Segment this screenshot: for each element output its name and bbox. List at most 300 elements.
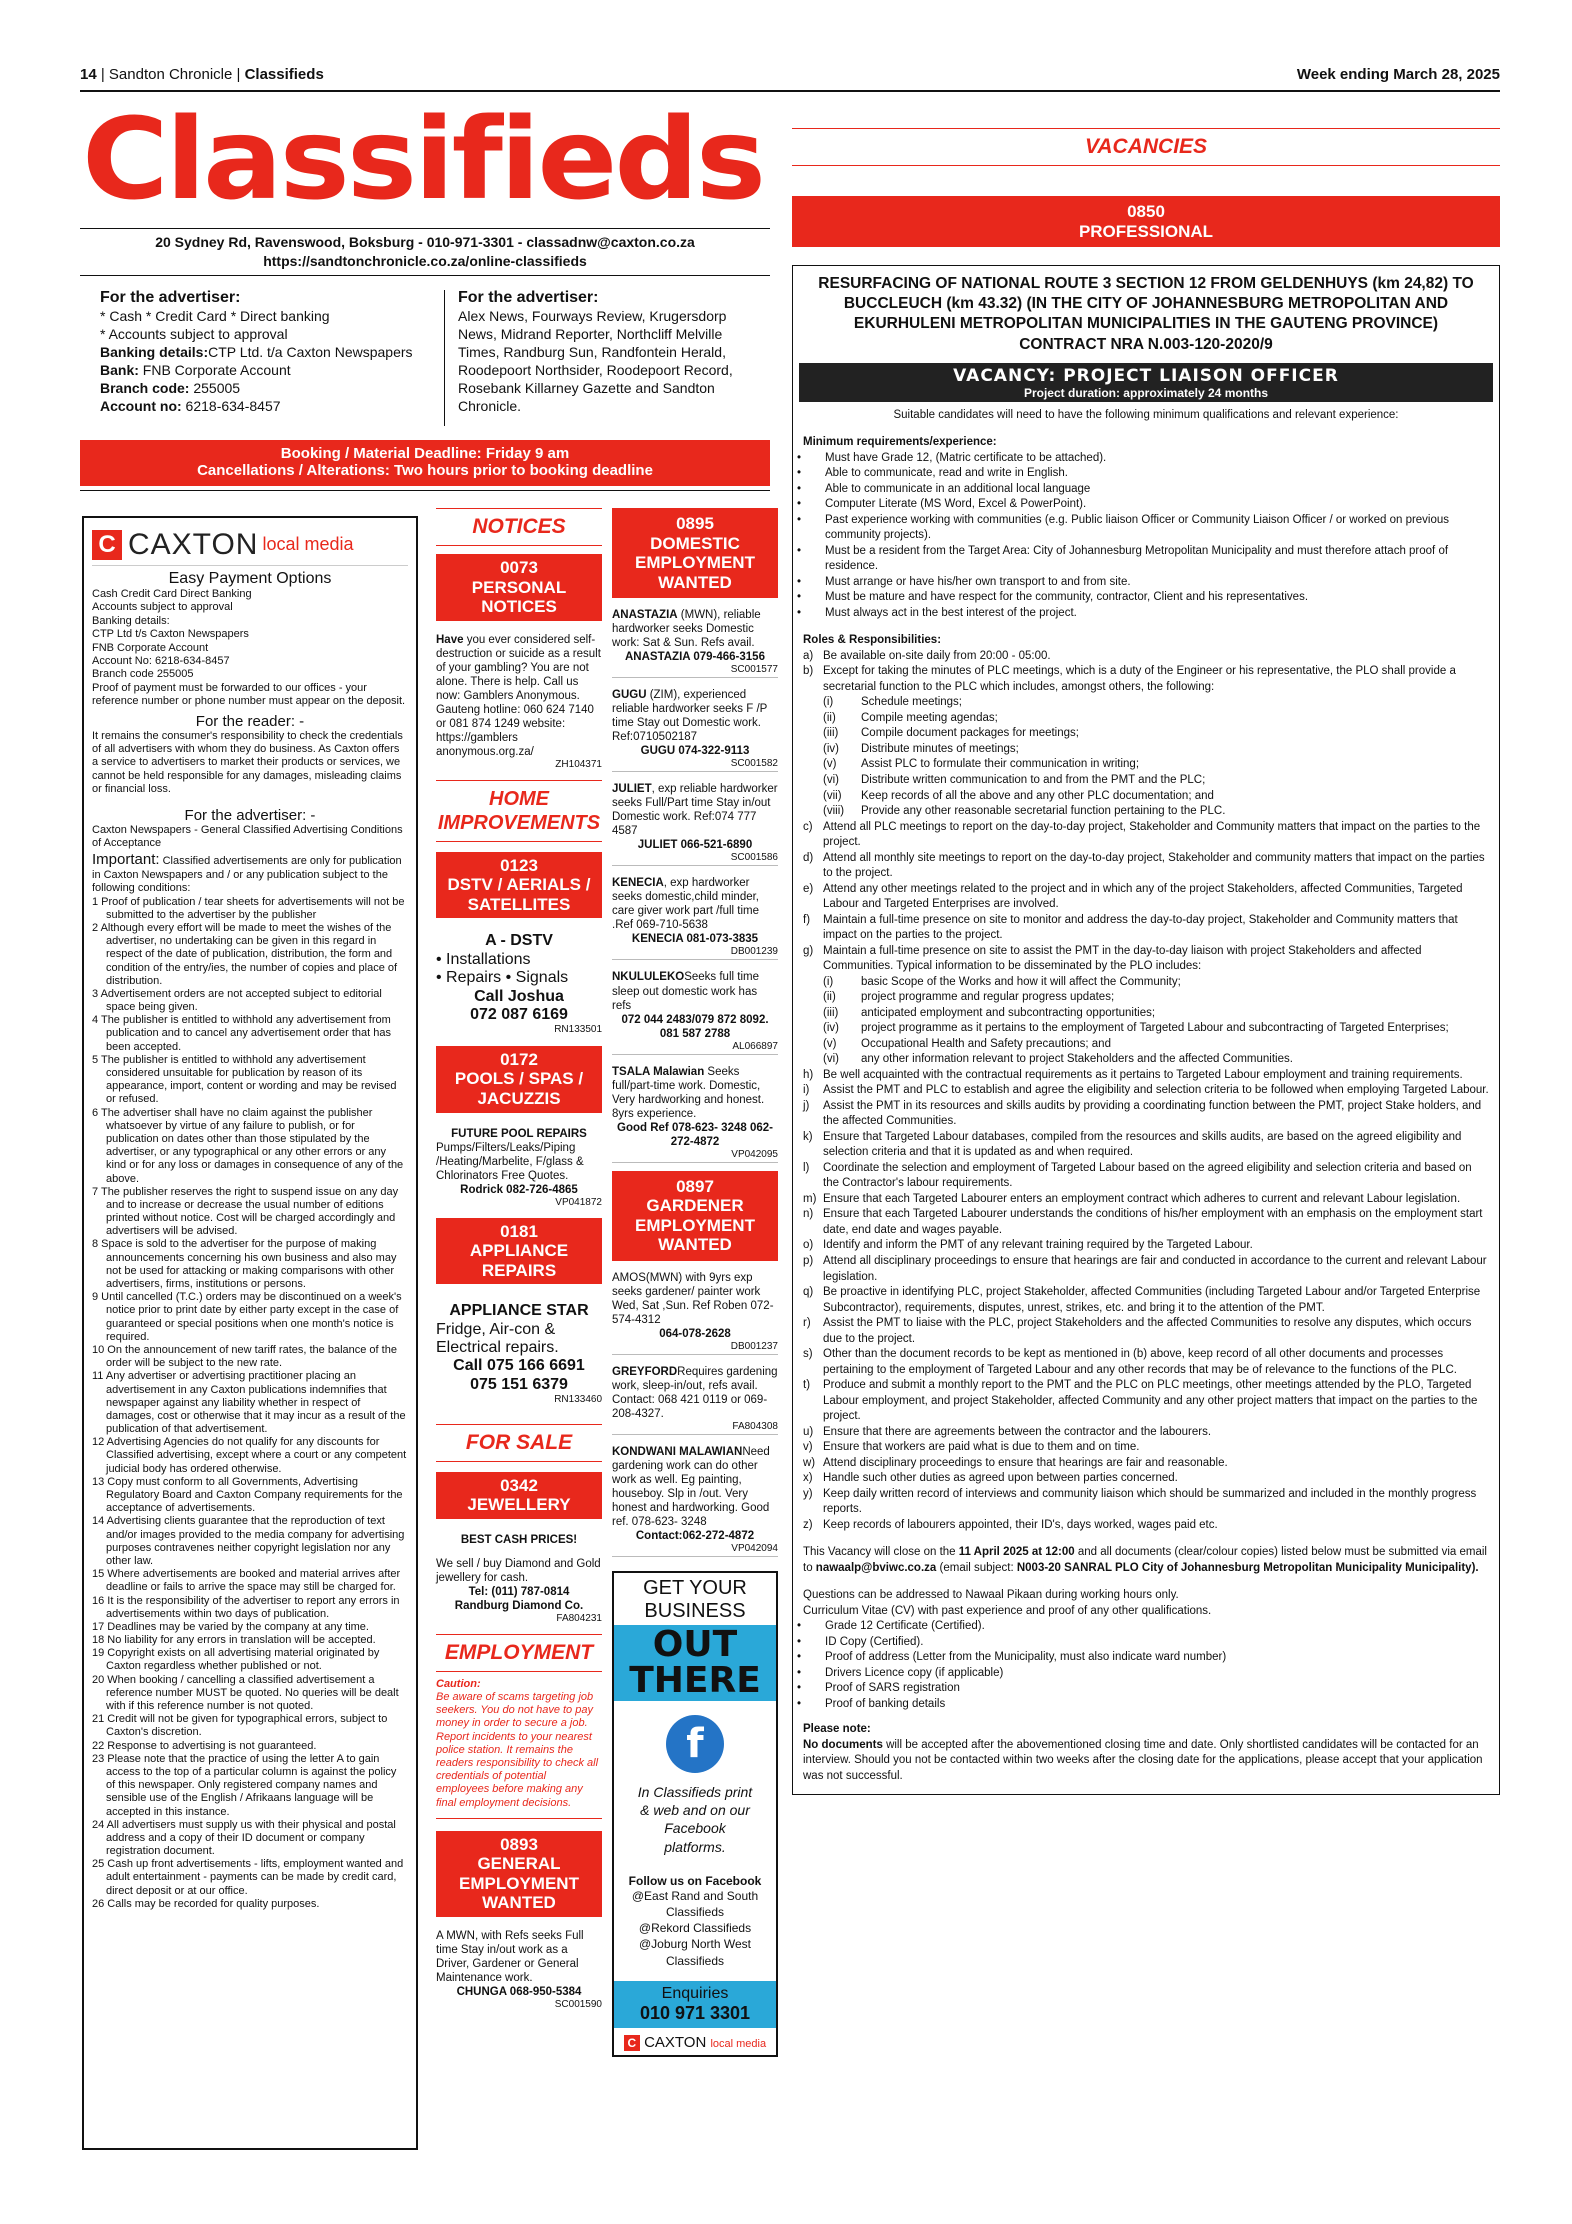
category-label: PERSONAL NOTICES [471,577,567,617]
ad-divider [612,1162,778,1163]
role-subkey: (i) [823,696,834,709]
role-item [803,1192,1489,1208]
role-item [803,1440,1489,1456]
ad-text: , exp reliable hardworker seeks Full/Part time Stay in/out Domestic work. Ref:074 777 4587 [612,783,778,838]
caxton-wordmark: CAXTON [128,527,259,561]
vacancy-project-title: RESURFACING OF NATIONAL ROUTE 3 SECTION 12 FROM GELDENHUYS (km 24,82) TO BUCCLEUCH (km 43.32) (IN THE CITY OF JOHANNESBURG METROPOLITAN AND EKURHULENI METROPOLITAN MUNICIPALITIES IN THE GAUTENG PROVINCE) CONTRACT NRA N.003-120-2020/9 [818,275,1474,353]
category-label: POOLS / SPAS / JACUZZIS [454,1069,584,1108]
ad-chunga [436,1929,602,2010]
vacancy-intro: Suitable candidates will need to have the following minimum qualifications and relevant experience: [893,408,1399,421]
condition-item: 12 Advertising Agencies do not qualify for any discounts for Classified advertising, except where a court or any competent judicial body has ordered otherwise. [92,1436,407,1475]
advertiser-title: For the advertiser: [458,289,599,306]
ad-body [612,608,778,650]
role-subitem [803,975,1489,991]
role-key: p) [803,1254,814,1267]
role-subtext: project programme and regular progress updates; [861,991,1115,1004]
caution-label: Caution: [436,1677,481,1690]
role-subkey: (ii) [823,991,836,1004]
ad-ref: SC001582 [730,758,778,770]
promo-banner [614,1625,776,1701]
category-domestic [612,508,778,598]
ad-text: (MWN), reliable hardworker seeks Domestic work: Sat & Sun. Refs avail. [612,609,761,650]
vacancy-ad [792,265,1500,1795]
category-label: PROFESSIONAL [1078,221,1214,241]
role-item [803,1083,1489,1099]
condition-item: 19 Copyright exists on all advertising material originated by Caxton regardless whether published or not. [92,1647,380,1673]
bank-value: FNB Corporate Account [138,362,291,379]
role-subitem [803,757,1489,773]
bullet-icon: • [797,1620,802,1633]
requirement-text: Must be a resident from the Target Area: City of Johannesburg Metropolitan Municipality and must therefore attach proof of residence. [825,544,1449,573]
closing-text: (email subject: [936,1561,1017,1574]
condition-item: 3 Advertisement orders are not accepted subject to editorial space being given. [92,987,382,1014]
banking-label: Banking details: [100,344,209,361]
bullet-icon: • [797,606,802,619]
classified-ad [612,782,778,866]
ad-ref: FA804231 [556,1612,602,1624]
role-subitem [803,1037,1489,1053]
role-key: c) [803,820,813,833]
ad-phone: 072 087 6169 [470,1005,568,1023]
vacancy-duration: Project duration: approximately 24 months [1023,385,1269,400]
category-dstv [436,852,602,919]
category-label: JEWELLERY [467,1495,571,1515]
bullet-icon: • [797,544,802,557]
document-item [797,1697,1489,1713]
condition-item: 20 When booking / cancelling a classified advertisement a reference number MUST be quoted. No queries will be dealt with if this reference number is not quoted. [92,1673,399,1713]
document-item [797,1681,1489,1697]
role-text: Be proactive in identifying PLC, project Stakeholder, affected Communities (including Targeted Labour and/or Targeted Enterprise Subcontractor), requirements, disputes, unrest, strikes, etc. and bring it to the attention of the PMT. [823,1286,1481,1314]
condition-item: 6 The advertiser shall have no claim against the publisher whatsoever by virtue of any failure to publish, or for publication on dates other than those stipulated by the advertiser, or any typographical or any other errors or any kind or for any loss or damages in consequence of any of the above. [92,1106,404,1185]
masthead-url[interactable]: https://sandtonchronicle.co.za/online-classifieds [263,253,587,269]
ad-phone: JULIET 066-521-6890 [637,839,753,852]
important-text: Classified advertisements are only for publication in Caxton Newspapers and / or any publication subject to the following conditions: [92,854,402,895]
role-item [803,1285,1489,1316]
role-item [803,1068,1489,1084]
role-item [803,913,1489,944]
role-subitem [803,804,1489,820]
ad-phone: Good Ref 078-623- 3248 062-272-4872 [617,1121,773,1148]
role-text: Assist the PMT to liaise with the PLC, project Stakeholders and the affected Communities to resolve any disputes, which occurs due to the project. [823,1317,1472,1345]
role-item [803,1099,1489,1130]
role-text: Ensure that there are agreements between the contractor and the labourers. [823,1425,1212,1438]
role-item [803,664,1489,695]
category-code: 0893 [500,1834,538,1854]
classified-ad [612,688,778,772]
promo-box [612,1571,778,2057]
paper-name: Sandton Chronicle [108,66,233,83]
role-key: q) [803,1286,814,1299]
ad-lead: TSALA Malawian [612,1065,705,1078]
ad-ref: DB001239 [730,946,778,958]
role-subkey: (i) [823,975,834,988]
min-requirements-list [797,451,1489,622]
page-number: 14 [80,66,97,83]
note-text [803,1738,1489,1785]
condition-item: 2 Although every effort will be made to meet the wishes of the advertiser, no undertaking can be given in this regard in respect of the date of publication, distribution, the form and condition of the entry/ies, the number of copies and place of distribution. [92,921,398,987]
facebook-icon[interactable] [666,1715,724,1773]
ad-business: Randburg Diamond Co. [454,1599,584,1612]
requirement-item [797,544,1489,575]
vacancy-position: VACANCY: PROJECT LIAISON OFFICER [953,365,1339,386]
advertiser-papers-info [458,288,758,416]
requirement-text: Must always act in the best interest of the project. [825,606,1077,619]
document-text: Grade 12 Certificate (Certified). [825,1620,985,1633]
ad-ref: RN133460 [554,1394,602,1406]
role-subtext: Distribute minutes of meetings; [861,742,1019,755]
role-key: y) [803,1487,813,1500]
bullet-icon: • [797,1635,802,1648]
role-subtext: Schedule meetings; [861,696,963,709]
requirement-text: Must be mature and have respect for the community, contractor, Client and his representatives. [825,591,1309,604]
requirement-item [797,590,1489,606]
classified-ad [612,1065,778,1163]
document-text: ID Copy (Certified). [825,1635,924,1648]
advertiser-title: For the advertiser: [100,289,241,306]
note-bold: No documents [803,1738,883,1751]
enquiries-label: Enquiries [661,1984,729,2002]
role-key: s) [803,1348,813,1361]
ad-phone: Call 075 166 6691 [453,1357,585,1375]
promo-handle[interactable]: @East Rand and South Classifieds [631,1888,759,1920]
ad-ref: ZH104371 [555,758,602,770]
condition-item: 16 It is the responsibility of the advertiser to report any errors in advertisements within two days of publication. [92,1594,400,1620]
document-item [797,1619,1489,1635]
role-key: i) [803,1084,810,1097]
ad-text: you ever considered self-destruction or suicide as a result of your gambling? You are not alone. There is help. Call us now: Gamblers Anonymous. Gauteng hotline: 060 624 7140 or 081 874 1249 website: https://gamblers anonymous.org.za/ [436,633,601,758]
category-code: 0073 [500,558,538,577]
ad-text: Need gardening work can do other work as well. Eg painting, houseboy. Slp in /out. Very honest and hardworking. Good ref. 078-623- 3248 [612,1445,770,1529]
condition-item: 25 Cash up front advertisements - lifts, employment wanted and adult entertainment - payments can be made by credit card, direct deposit or at our office. [92,1858,404,1897]
requirement-text: Able to communicate in an additional local language [825,482,1091,495]
role-text: Be well acquainted with the contractual requirements as it pertains to Targeted Labour employment and training requirements. [823,1068,1463,1081]
document-text: Proof of banking details [825,1697,946,1710]
role-text: Identify and inform the PMT of any relevant training required by the Targeted Labour. [823,1239,1253,1252]
bullet-icon: • [797,591,802,604]
category-label: DOMESTIC EMPLOYMENT WANTED [635,533,755,592]
vacancies-heading: VACANCIES [792,128,1500,166]
ad-body [612,970,778,1012]
role-subitem [803,1052,1489,1068]
category-code: 0850 [1127,202,1165,221]
document-text: Proof of SARS registration [825,1682,960,1695]
caxton-conditions-box [82,516,418,2150]
role-subtext: Assist PLC to formulate their communication in writing; [861,758,1140,771]
caxton-c-icon: C [624,2035,640,2051]
document-item [797,1650,1489,1666]
ad-line: • Installations [436,950,531,968]
category-personal-notices [436,554,602,621]
promo-follow: Follow us on Facebook [628,1873,762,1888]
caxton-sub: local media [710,2037,767,2050]
role-subitem [803,742,1489,758]
ad-text: (ZIM), experienced reliable hardworker seeks F /P time Stay out Domestic work. Ref:0710502187 [612,689,768,744]
closing-text: and all documents (clear/colour copies) listed below must be submitted via email to [803,1546,1487,1574]
role-text: Ensure that each Targeted Labourer enters an employment contract which adheres to current and relevant Labour legislation. [823,1192,1461,1205]
ad-body [612,1065,778,1121]
category-label: DSTV / AERIALS / SATELLITES [447,875,591,914]
role-subitem [803,711,1489,727]
role-subkey: (iv) [823,742,839,755]
role-text: Attend any other meetings related to the project and in which any of the project Stakeholders, affected Communities, Targeted Labour and Targeted Enterprises are involved. [823,882,1463,911]
caution-notice [436,1678,602,1810]
ad-ref: AL066897 [732,1040,778,1052]
requirement-text: Must arrange or have his/her own transport to and from site. [825,575,1131,588]
ad-lead: KONDWANI MALAWIAN [612,1445,743,1458]
ad-title: FUTURE POOL REPAIRS [451,1127,587,1140]
role-item [803,1456,1489,1472]
account-label: Account no: [100,398,182,414]
ad-lead: NKULULEKO [612,971,685,984]
ad-text: We sell / buy Diamond and Gold jewellery for cash. [436,1557,601,1584]
deadline-cancellation: Cancellations / Alterations: Two hours prior to booking deadline [197,462,653,480]
bullet-icon: • [797,498,802,511]
bullet-icon: • [797,451,802,464]
ad-divider [612,771,778,772]
bullet-icon: • [797,1697,802,1710]
role-item [803,1425,1489,1441]
vacancy-banner [799,363,1493,402]
important-label: Important: [92,850,160,868]
ad-divider [612,865,778,866]
promo-handle[interactable]: @Joburg North West Classifieds [638,1937,751,1968]
caution-text: Be aware of scams targeting job seekers. You do not have to pay money in order to secure a job. Report incidents to your nearest police station. It remains the readers responsibility to check all credentials of potential employees before making any final employment decisions. [436,1691,599,1809]
role-text: Keep records of labourers appointed, their ID's, days worked, wages paid etc. [823,1518,1218,1531]
role-text: Attend all monthly site meetings to report on the day-to-day project, Stakeholder and community matters that impact on the parties to the project. [823,851,1485,880]
requirement-item [797,513,1489,544]
ad-title: A - DSTV [485,932,553,950]
promo-out: OUT [652,1624,738,1666]
role-text: Assist the PMT in its resources and skills audits by providing a coordinating function between the PMT, project Stake holders, and the affected Communities. [823,1099,1482,1128]
ad-ref: SC001577 [730,664,778,676]
condition-item: 10 On the announcement of new tariff rates, the balance of the order will be subject to the new rate. [92,1343,397,1370]
ad-lead: GUGU [612,689,647,702]
conditions-subtitle: Caxton Newspapers - General Classified Advertising Conditions of Acceptance [92,823,403,850]
ad-ref: RN133501 [554,1024,602,1036]
role-text: Maintain a full-time presence on site to assist the PMT in the day-to-day liaison with project Stakeholders and affected Communities. Typical information to be disseminated by the PLO includes: [823,944,1422,973]
ad-text: A MWN, with Refs seeks Full time Stay in/out work as a Driver, Gardener or General Maintenance work. [436,1929,584,1984]
ad-divider [612,677,778,678]
role-key: a) [803,649,814,662]
condition-item: 26 Calls may be recorded for quality purposes. [92,1897,320,1910]
condition-item: 1 Proof of publication / tear sheets for advertisements will not be submitted to the advertiser by the publisher [92,895,405,921]
domestic-ads [612,608,778,1162]
banking-value: CTP Ltd. t/a Caxton Newspapers [208,344,413,361]
gardener-ads [612,1271,778,1557]
condition-item: 4 The publisher is entitled to withhold any advertisement from publication and to cancel any advertisement order that has been accepted. [92,1014,391,1053]
condition-item: 14 Advertising clients guarantee that the reproduction of text and/or images provided to the media company for advertising purposes contravenes neither copyright legislation nor any other law. [92,1515,405,1567]
account-value: 6218-634-8457 [181,398,281,414]
category-pools [436,1046,602,1113]
role-key: k) [803,1130,813,1143]
role-text: Ensure that each Targeted Labourer understands the conditions of his/her employment with an emphasis on the employment start date, end date and wages payable. [823,1208,1483,1236]
ad-line: Call Joshua [474,987,564,1005]
ad-lead: Have [436,633,464,646]
category-gardener [612,1171,778,1261]
ad-phone: 064-078-2628 [659,1327,731,1340]
document-item [797,1635,1489,1651]
role-key: g) [803,944,814,957]
ad-gamblers [436,633,602,770]
facebook-letter: f [686,1721,704,1768]
requirement-item [797,482,1489,498]
role-key: n) [803,1208,814,1221]
role-item [803,851,1489,882]
promo-handle[interactable]: @Rekord Classifieds [638,1921,752,1936]
role-text: Maintain a full-time presence on site to monitor and address the day-to-day project, Stakeholder and Community matters that impact on the parties to the project. [823,913,1458,942]
section-name: Classifieds [244,66,324,83]
role-key: h) [803,1068,814,1081]
ad-phone: 075 151 6379 [470,1375,568,1393]
requirement-text: Able to communicate, read and write in English. [825,467,1068,480]
role-item [803,1238,1489,1254]
column-notices [436,508,602,2010]
requirement-item [797,575,1489,591]
requirement-item [797,451,1489,467]
ad-ref: VP041872 [555,1196,602,1208]
promo-enquiries [614,1981,776,2028]
ad-lead: KENECIA [612,877,664,890]
role-key: l) [803,1161,810,1174]
payment-line: * Cash * Credit Card * Direct banking [100,308,330,325]
role-item [803,1378,1489,1425]
caxton-logo [92,524,408,566]
ad-divider [612,1556,778,1557]
ad-ref: VP042094 [731,1543,778,1555]
bullet-icon: • [797,513,802,526]
ad-divider [612,1354,778,1355]
role-key: m) [803,1192,817,1205]
ad-ref: SC001590 [554,1999,602,2010]
ad-randburg-diamond [436,1533,602,1624]
deadline-booking: Booking / Material Deadline: Friday 9 am [280,445,570,462]
role-subkey: (ii) [823,711,836,724]
ad-future-pool [436,1127,602,1208]
ad-body [612,688,778,744]
condition-item: 23 Please note that the practice of using the letter A to gain access to the top of a particular column is against the policy of this newspaper. Only registered company names and sensible use of the English / Afrikaans language will be accepted in this instance. [92,1752,397,1818]
bullet-icon: • [797,467,802,480]
role-subitem [803,990,1489,1006]
role-item [803,1347,1489,1378]
requirement-item [797,606,1489,622]
ad-ref: FA804308 [732,1420,778,1432]
promo-line: GET YOUR [643,1577,747,1600]
condition-item: 9 Until cancelled (T.C.) orders may be discontinued on a week's notice prior to print date by either party except in the case of guaranteed or special positions when one month's notice is required. [92,1291,402,1343]
role-subtext: Compile document packages for meetings; [861,727,1079,740]
bullet-icon: • [797,1682,802,1695]
ad-phone: Rodrick 082-726-4865 [460,1183,578,1196]
condition-item: 7 The publisher reserves the right to suspend issue on any day and to increase or decrease the usual number of editions printed without notice. Cost will be charged accordingly and advertisers will be advised. [92,1185,399,1238]
role-subitem [803,773,1489,789]
ad-ref: SC001586 [730,852,778,864]
advertiser-payment-info [100,288,430,416]
payment-line: * Accounts subject to approval [100,326,288,343]
document-item [797,1666,1489,1682]
ad-text: Requires gardening work, sleep-in/out, refs avail. Contact: 068 421 0119 or 069-208-4327. [612,1365,778,1420]
role-subkey: (v) [823,1037,837,1050]
role-subtext: basic Scope of the Works and how it will affect the Community; [861,975,1181,988]
ad-a-dstv [436,932,602,1035]
role-text: Ensure that Targeted Labour databases, compiled from the resources and skills audits, are based on the agreed eligibility and selection criteria and that it is updated as and when required. [823,1130,1462,1159]
ad-body [612,782,778,838]
ad-phone: ANASTAZIA 079-466-3156 [625,651,765,664]
requirement-item [797,466,1489,482]
role-subitem [803,1021,1489,1037]
masthead-title: Classifieds [82,93,764,225]
category-code: 0123 [500,855,538,875]
closing-text: This Vacancy will close on the [803,1546,959,1559]
role-item [803,1471,1489,1487]
role-key: z) [803,1518,813,1531]
category-general-employment [436,1831,602,1917]
role-subitem [803,726,1489,742]
category-professional [792,196,1500,247]
role-subkey: (iii) [823,727,839,740]
category-label: GARDENER EMPLOYMENT WANTED [635,1196,755,1255]
category-label: GENERAL EMPLOYMENT WANTED [459,1854,579,1913]
role-item [803,1207,1489,1238]
ad-lead: ANASTAZIA [612,609,678,622]
classified-ad [612,876,778,960]
classified-ad [612,970,778,1054]
role-subkey: (iii) [823,1006,839,1019]
role-text: Except for taking the minutes of PLC meetings, which is a duty of the Engineer or his representative, the PLO shall provide a secretarial function to the PLC which includes, amongst others, the following: [823,665,1456,693]
promo-caxton-logo [614,2034,776,2051]
classified-ad [612,608,778,678]
category-label: APPLIANCE REPAIRS [469,1241,569,1280]
role-subtext: Keep records of all the above and any other PLC documentation; and [861,789,1214,802]
easy-payment-title: Easy Payment Options [168,570,332,587]
classified-ad [612,1271,778,1355]
ad-text: Fridge, Air-con & Electrical repairs. [436,1320,559,1357]
condition-item: 24 All advertisers must supply us with their physical and postal address and a copy of their ID document or company registration document. [92,1818,396,1858]
role-subtext: Distribute written communication to and from the PMT and the PLC; [861,774,1206,786]
questions-text: Questions can be addressed to Nawaal Pikaan during working hours only. [803,1589,1179,1602]
ad-line: • Repairs • Signals [436,969,569,987]
ad-ref: VP042095 [731,1148,778,1160]
application-email[interactable]: nawaalp@bviwc.co.za [815,1561,937,1574]
ad-divider [612,1434,778,1435]
min-requirements-title: Minimum requirements/experience: [803,436,997,449]
ad-title: APPLIANCE STAR [449,1302,589,1320]
condition-item: 17 Deadlines may be varied by the company at any time. [92,1620,369,1633]
documents-list [797,1619,1489,1712]
category-code: 0897 [676,1176,714,1196]
role-text: Handle such other duties as agreed upon between parties concerned. [823,1472,1178,1485]
role-subitem [803,1006,1489,1022]
branch-value: 255005 [189,380,241,397]
ad-text: Pumps/Filters/Leaks/Piping /Heating/Marbelite, F/glass & Chlorinators Free Quotes. [436,1141,584,1182]
ad-body [612,1365,778,1421]
role-subtext: Provide any other reasonable secretarial function pertaining to the PLC. [861,805,1226,818]
role-text: Attend disciplinary proceedings to ensure that hearings are fair and reasonable. [823,1456,1228,1469]
role-text: Produce and submit a monthly report to the PMT and the PLC on PLC meetings, other meetings attended by the PLO, Targeted Labour employment, and project Stakeholder, affected Community and any other project matters that impact on the parties to the project. [823,1379,1478,1423]
role-subtext: anticipated employment and subcontracting opportunities; [861,1006,1156,1019]
ad-divider [612,959,778,960]
promo-line: BUSINESS [644,1600,746,1623]
role-text: Coordinate the selection and employment of Targeted Labour based on the agreed eligibility and selection criteria and based on the Contractor's labour requirements. [823,1161,1472,1190]
condition-item: 11 Any advertiser or advertising practitioner placing an advertisement in any Caxton publications indemnifies that newspaper against any liability whether in respect of damages, cost or otherwise that it may incur as a result of the publication of that advertisement. [92,1370,406,1436]
easy-payment-text: Cash Credit Card Direct Banking Accounts subject to approval Banking details: CTP Ltd t/s Caxton Newspapers FNB Corporate Account Account No: 6218-634-8457 Branch code 255005 Proof of payment must be forwarded to our offices - your reference number or phone number must appear on the deposit. [92,588,406,708]
note-body: will be accepted after the abovementioned closing time and date. Only shortlisted candidates will be contacted for an interview. Should you not be contacted within two weeks after the closing date for the applications, please accept that your application was not successful. [803,1738,1483,1782]
role-item [803,1254,1489,1285]
page-header: 14 | Sandton Chronicle | Classifieds Week ending March 28, 2025 [80,66,1500,92]
role-key: b) [803,665,814,678]
role-subtext: project programme as it pertains to the employment of Targeted Labour and subcontracting of Targeted Enterprises; [861,1022,1449,1035]
role-key: v) [803,1441,813,1454]
ad-body [612,1271,778,1327]
notices-heading: NOTICES [436,508,602,546]
